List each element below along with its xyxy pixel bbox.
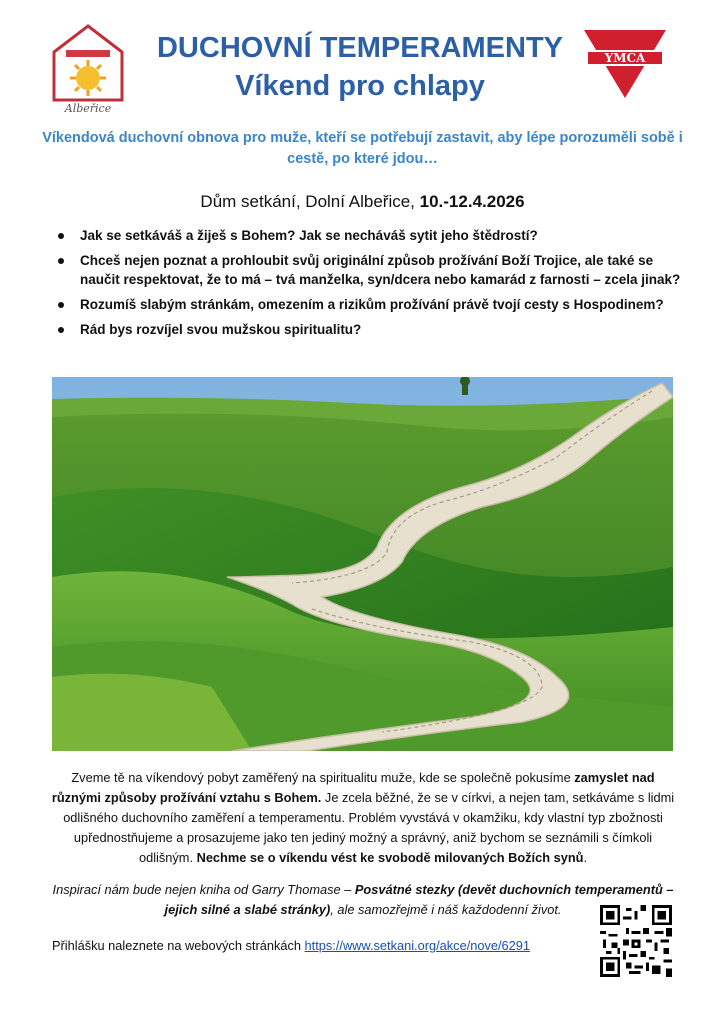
- emphasis-text: Nechme se o víkendu vést ke svobodě milovaných Božích synů: [196, 850, 584, 865]
- book-title: Posvátné stezky (devět duchovních temperamentů – jejich silné a slabé stránky): [164, 882, 674, 917]
- bullet-icon: [58, 258, 64, 264]
- list-item: Jak se setkáváš a žiješ s Bohem? Jak se necháváš sytit jeho štědrostí?: [58, 226, 688, 245]
- logo-left-label: Albeřice: [64, 102, 112, 114]
- list-item: Chceš nejen poznat a prohloubit svůj originální způsob prožívání Boží Trojice, ale také se naučit respektovat, že to má – tvá manželka, syn/dcera nebo kamarád z farnosti – zcela jinak?: [58, 251, 688, 289]
- venue-place: Dům setkání, Dolní Albeřice,: [200, 192, 420, 211]
- page-subtitle-title: Víkend pro chlapy: [235, 70, 485, 102]
- bullet-icon: [58, 302, 64, 308]
- bullet-icon: [58, 233, 64, 239]
- qr-code[interactable]: [600, 905, 672, 977]
- question-list: [58, 226, 688, 345]
- intro-subtitle: Víkendová duchovní obnova pro muže, kteří se potřebují zastavit, aby lépe porozuměli sobě i cestě, po které jdou…: [42, 130, 683, 167]
- signup-link[interactable]: https://www.setkani.org/akce/nove/6291: [304, 938, 531, 953]
- bullet-icon: [58, 327, 64, 333]
- venue-line: [40, 192, 685, 212]
- winding-road-landscape-photo: [52, 377, 673, 751]
- albeřice-house-logo: [52, 22, 124, 114]
- invitation-paragraph: Zveme tě na víkendový pobyt zaměřený na spiritualitu muže, kde se společně pokusíme zamyslet nad různými způsoby prožívání vztahu s Bohem. Je zcela běžné, že se v církvi, a nejen tam, setkáváme s lidmi odlišného duchovního zaměření a temperamentu. Problém vyvstává v okamžiku, kdy vlastní typ zbožnosti upřednostňujeme a prosazujeme jako ten jediný možný a správný, aniž bychom se seznámili s čímkoli odlišným. Nechme se o víkendu vést ke svobodě milovaných Božích synů.: [51, 770, 675, 865]
- venue-dates: 10.-12.4.2026: [419, 192, 525, 211]
- list-item: Rozumíš slabým stránkám, omezením a rizikům prožívání právě tvojí cesty s Hospodinem?: [58, 295, 688, 314]
- page-title: DUCHOVNÍ TEMPERAMENTY: [156, 32, 563, 64]
- emphasis-text: zamyslet nad různými způsoby prožívání vztahu s Bohem.: [51, 770, 655, 805]
- ymca-label: YMCA: [604, 51, 646, 65]
- ymca-logo: [584, 30, 666, 98]
- signup-line: Přihlášku naleznete na webových stránkách https://www.setkani.org/akce/nove/6291: [52, 938, 531, 953]
- inspiration-paragraph: Inspirací nám bude nejen kniha od Garry Thomase – Posvátné stezky (devět duchovních temperamentů – jejich silné a slabé stránky), ale samozřejmě i náš každodenní život.: [52, 882, 674, 917]
- list-item: Rád bys rozvíjel svou mužskou spiritualitu?: [58, 320, 688, 339]
